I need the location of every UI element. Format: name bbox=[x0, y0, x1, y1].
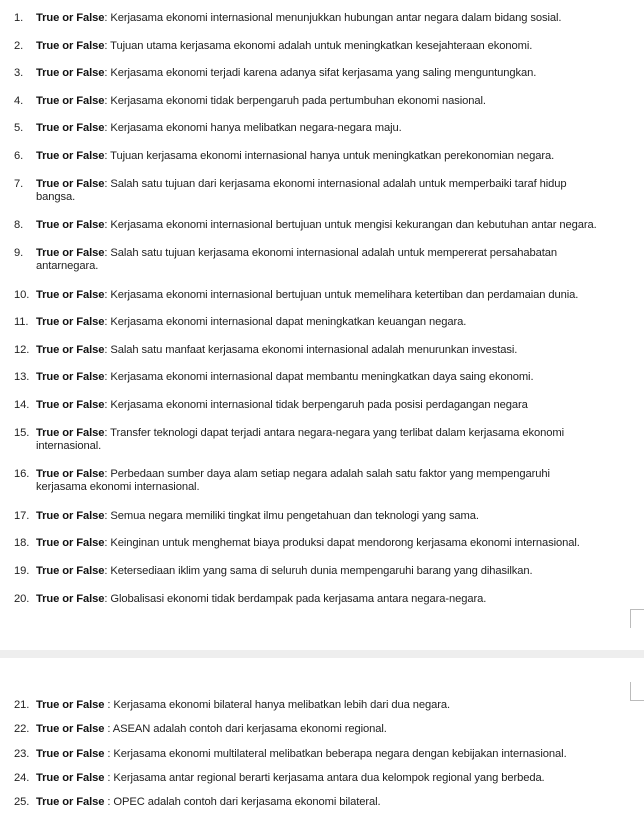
separator: : bbox=[104, 316, 108, 328]
separator: : bbox=[104, 468, 108, 480]
question-text-continued: antarnegara. bbox=[36, 260, 99, 272]
true-false-label: True or False bbox=[36, 219, 105, 231]
question-number: 25. bbox=[14, 796, 30, 808]
separator: : bbox=[104, 796, 111, 808]
question-number: 1. bbox=[14, 12, 24, 24]
question-number: 9. bbox=[14, 247, 24, 259]
question-text: Kerjasama ekonomi internasional dapat meningkatkan keuangan negara. bbox=[110, 316, 467, 328]
question-number: 13. bbox=[14, 371, 30, 383]
separator: : bbox=[104, 95, 108, 107]
separator: : bbox=[104, 772, 111, 784]
separator: : bbox=[104, 699, 111, 711]
true-false-label: True or False bbox=[36, 537, 105, 549]
question-number: 7. bbox=[14, 178, 24, 190]
question-text: Kerjasama ekonomi terjadi karena adanya sifat kerjasama yang saling menguntungkan. bbox=[110, 67, 537, 79]
question-number: 8. bbox=[14, 219, 24, 231]
separator: : bbox=[104, 178, 108, 190]
true-false-label: True or False bbox=[36, 67, 105, 79]
separator: : bbox=[104, 219, 108, 231]
question-number: 24. bbox=[14, 772, 30, 784]
question-text: Tujuan kerjasama ekonomi internasional hanya untuk meningkatkan perekonomian negara. bbox=[110, 150, 555, 162]
question-number: 16. bbox=[14, 468, 30, 480]
true-false-label: True or False bbox=[36, 772, 105, 784]
true-false-label: True or False bbox=[36, 316, 105, 328]
true-false-label: True or False bbox=[36, 796, 105, 808]
question-number: 5. bbox=[14, 122, 24, 134]
question-text: Kerjasama antar regional berarti kerjasama antara dua kelompok regional yang berbeda. bbox=[113, 772, 545, 784]
page-divider bbox=[0, 650, 644, 658]
question-text: Kerjasama ekonomi internasional tidak berpengaruh pada posisi perdagangan negara bbox=[110, 399, 528, 411]
question-text-continued: bangsa. bbox=[36, 191, 76, 203]
question-text: Kerjasama ekonomi internasional bertujuan untuk memelihara ketertiban dan perdamaian dunia. bbox=[110, 289, 579, 301]
question-text: Kerjasama ekonomi tidak berpengaruh pada pertumbuhan ekonomi nasional. bbox=[110, 95, 486, 107]
true-false-label: True or False bbox=[36, 150, 105, 162]
question-number: 18. bbox=[14, 537, 30, 549]
separator: : bbox=[104, 122, 108, 134]
question-text: Tujuan utama kerjasama ekonomi adalah untuk meningkatkan kesejahteraan ekonomi. bbox=[110, 40, 533, 52]
question-text: Kerjasama ekonomi internasional menunjukkan hubungan antar negara dalam bidang sosial. bbox=[110, 12, 562, 24]
question-text: Transfer teknologi dapat terjadi antara negara-negara yang terlibat dalam kerjasama ekonomi bbox=[110, 427, 564, 439]
question-text: Kerjasama ekonomi hanya melibatkan negara-negara maju. bbox=[110, 122, 402, 134]
true-false-label: True or False bbox=[36, 178, 105, 190]
question-text-continued: kerjasama ekonomi internasional. bbox=[36, 481, 200, 493]
true-false-label: True or False bbox=[36, 344, 105, 356]
true-false-label: True or False bbox=[36, 247, 105, 259]
separator: : bbox=[104, 748, 111, 760]
question-number: 22. bbox=[14, 723, 30, 735]
separator: : bbox=[104, 247, 108, 259]
question-number: 20. bbox=[14, 593, 30, 605]
question-text: Ketersediaan iklim yang sama di seluruh dunia mempengaruhi barang yang dihasilkan. bbox=[110, 565, 533, 577]
separator: : bbox=[104, 344, 108, 356]
question-number: 19. bbox=[14, 565, 30, 577]
separator: : bbox=[104, 40, 108, 52]
question-text: Kerjasama ekonomi multilateral melibatkan beberapa negara dengan kebijakan internasional. bbox=[113, 748, 567, 760]
separator: : bbox=[104, 150, 108, 162]
question-text: Kerjasama ekonomi bilateral hanya melibatkan lebih dari dua negara. bbox=[113, 699, 450, 711]
question-number: 4. bbox=[14, 95, 24, 107]
true-false-label: True or False bbox=[36, 723, 105, 735]
question-number: 2. bbox=[14, 40, 24, 52]
true-false-label: True or False bbox=[36, 122, 105, 134]
question-number: 3. bbox=[14, 67, 24, 79]
separator: : bbox=[104, 67, 108, 79]
true-false-label: True or False bbox=[36, 468, 105, 480]
question-number: 12. bbox=[14, 344, 30, 356]
true-false-label: True or False bbox=[36, 748, 105, 760]
separator: : bbox=[104, 723, 111, 735]
question-text: Globalisasi ekonomi tidak berdampak pada kerjasama antara negara-negara. bbox=[110, 593, 487, 605]
question-text: Perbedaan sumber daya alam setiap negara adalah salah satu faktor yang mempengaruhi bbox=[110, 468, 550, 480]
true-false-label: True or False bbox=[36, 565, 105, 577]
question-text: ASEAN adalah contoh dari kerjasama ekonomi regional. bbox=[112, 723, 387, 735]
separator: : bbox=[104, 510, 108, 522]
true-false-label: True or False bbox=[36, 699, 105, 711]
true-false-label: True or False bbox=[36, 95, 105, 107]
true-false-label: True or False bbox=[36, 399, 105, 411]
separator: : bbox=[104, 427, 108, 439]
question-number: 6. bbox=[14, 150, 24, 162]
question-text: Salah satu tujuan dari kerjasama ekonomi internasional adalah untuk memperbaiki taraf hidup bbox=[110, 178, 567, 190]
separator: : bbox=[104, 537, 108, 549]
question-text-continued: internasional. bbox=[36, 440, 102, 452]
page-corner-mark bbox=[630, 609, 644, 628]
question-text: Semua negara memiliki tingkat ilmu pengetahuan dan teknologi yang sama. bbox=[110, 510, 479, 522]
question-text: Kerjasama ekonomi internasional bertujuan untuk mengisi kekurangan dan kebutuhan antar negara. bbox=[110, 219, 597, 231]
question-text: Salah satu tujuan kerjasama ekonomi internasional adalah untuk mempererat persahabatan bbox=[110, 247, 558, 259]
true-false-label: True or False bbox=[36, 289, 105, 301]
question-text: Keinginan untuk menghemat biaya produksi dapat mendorong kerjasama ekonomi internasional. bbox=[110, 537, 580, 549]
true-false-label: True or False bbox=[36, 12, 105, 24]
question-number: 15. bbox=[14, 427, 30, 439]
question-text: OPEC adalah contoh dari kerjasama ekonomi bilateral. bbox=[113, 796, 381, 808]
question-number: 23. bbox=[14, 748, 30, 760]
question-number: 17. bbox=[14, 510, 30, 522]
question-number: 21. bbox=[14, 699, 30, 711]
separator: : bbox=[104, 289, 108, 301]
separator: : bbox=[104, 371, 108, 383]
question-text: Salah satu manfaat kerjasama ekonomi internasional adalah menurunkan investasi. bbox=[110, 344, 518, 356]
question-number: 10. bbox=[14, 289, 30, 301]
true-false-label: True or False bbox=[36, 427, 105, 439]
question-number: 11. bbox=[14, 316, 29, 328]
true-false-label: True or False bbox=[36, 371, 105, 383]
true-false-label: True or False bbox=[36, 510, 105, 522]
question-text: Kerjasama ekonomi internasional dapat membantu meningkatkan daya saing ekonomi. bbox=[110, 371, 534, 383]
separator: : bbox=[104, 565, 108, 577]
separator: : bbox=[104, 399, 108, 411]
separator: : bbox=[104, 12, 108, 24]
separator: : bbox=[104, 593, 108, 605]
true-false-label: True or False bbox=[36, 40, 105, 52]
question-number: 14. bbox=[14, 399, 30, 411]
true-false-label: True or False bbox=[36, 593, 105, 605]
